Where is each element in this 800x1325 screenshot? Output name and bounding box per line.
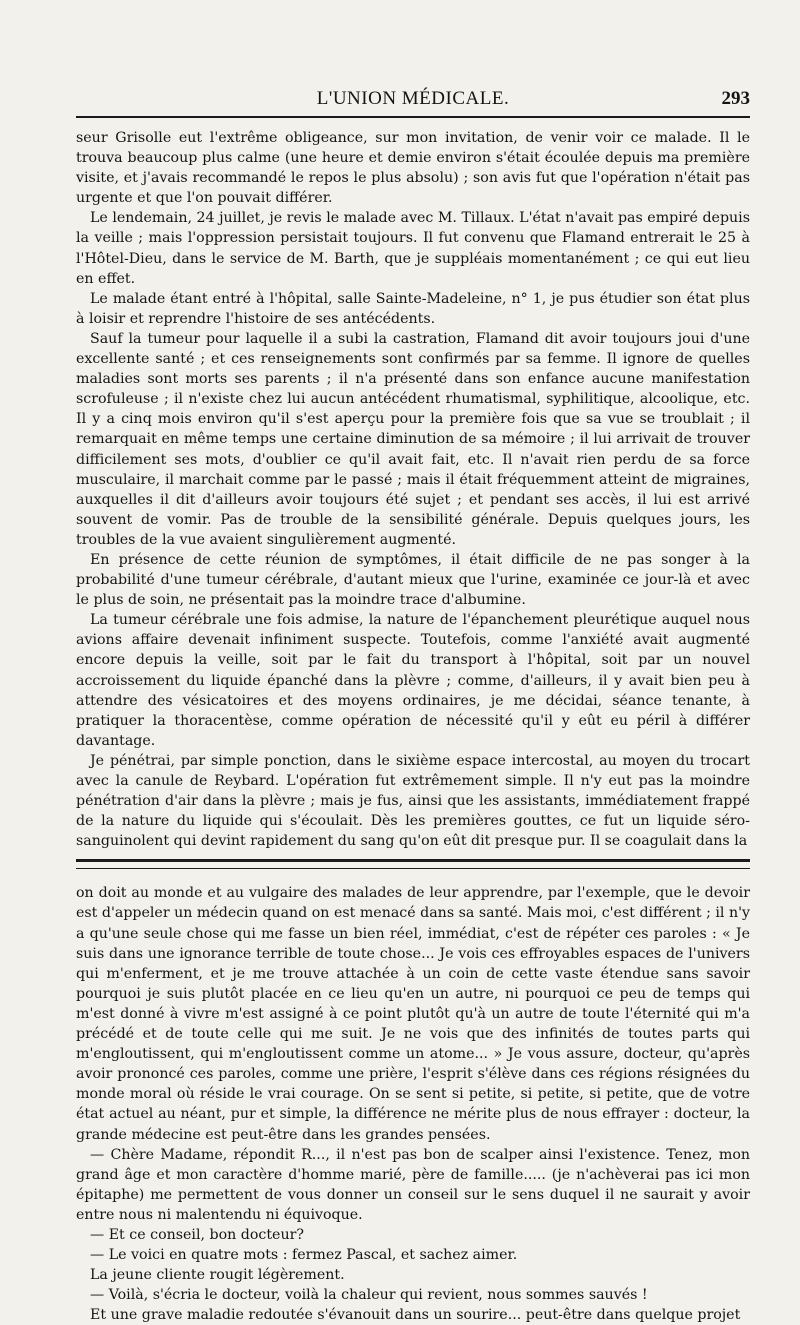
page-header bbox=[76, 80, 750, 118]
article-paragraph: Le lendemain, 24 juillet, je revis le malade avec M. Tillaux. L'état n'avait pas empiré depuis la veille ; mais l'oppression persistait toujours. Il fut convenu que Flamand entrerait le 25 à l'Hôtel-Dieu, dans le service de M. Barth, que je suppléais momentanément ; ce qui eut lieu en effet. bbox=[76, 210, 750, 287]
article-paragraph: Sauf la tumeur pour laquelle il a subi la castration, Flamand dit avoir toujours joui d'une excellente santé ; et ces renseignements sont confirmés par sa femme. Il ignore de quelles maladies sont morts ses parents ; il n'a présenté dans son enfance aucune manifestation scrofuleuse ; il n'existe chez lui aucun antécédent rhumatismal, syphilitique, alcoolique, etc. Il y a cinq mois environ qu'il s'est aperçu pour la première fois que sa vue se troublait ; il remarquait en même temps une certaine diminution de sa mémoire ; il lui arrivait de trouver difficilement ses mots, d'oublier ce qu'il avait fait, etc. Il n'avait rien perdu de sa force musculaire, il marchait comme par le passé ; mais il était fréquemment atteint de migraines, auxquelles il dit d'ailleurs avoir toujours été sujet ; et pendant ses accès, il lui est arrivé souvent de vomir. Pas de trouble de la sensibilité générale. Depuis quelques jours, les troubles de la vue avaient singulièrement augmenté. bbox=[76, 330, 750, 548]
page-number: 293 bbox=[721, 88, 750, 109]
feuilleton-paragraph: La jeune cliente rougit légèrement. bbox=[90, 1267, 345, 1284]
feuilleton-paragraph: — Et ce conseil, bon docteur? bbox=[90, 1226, 304, 1243]
running-title: L'UNION MÉDICALE. bbox=[316, 88, 510, 109]
feuilleton-paragraph: Et une grave maladie redoutée s'évanouit dans un sourire... peut-être dans quelque projet bbox=[90, 1307, 741, 1324]
article-paragraph: En présence de cette réunion de symptômes, il était difficile de ne pas songer à la probabilité d'une tumeur cérébrale, d'autant mieux que l'urine, examinée ce jour-là et avec le plus de soin, ne présentait pas la moindre trace d'albumine. bbox=[76, 551, 750, 609]
article-paragraph: Je pénétrai, par simple ponction, dans le sixième espace intercostal, au moyen du trocart avec la canule de Reybard. L'opération fut extrêmement simple. Il n'y eut pas la moindre pénétration d'air dans la plèvre ; mais je fus, ainsi que les assistants, immédiatement frappé de la nature du liquide qui s'écoulait. Dès les premières gouttes, ce fut un liquide séro-sanguinolent qui devint rapidement du sang qu'on eût dit presque pur. Il se coagulait dans la bbox=[76, 752, 750, 850]
article-paragraph: Le malade étant entré à l'hôpital, salle Sainte-Madeleine, n° 1, je pus étudier son état plus à loisir et reprendre l'histoire de ses antécédents. bbox=[76, 290, 750, 327]
feuilleton-separator bbox=[76, 859, 750, 869]
feuilleton-paragraph: — Le voici en quatre mots : fermez Pascal, et sachez aimer. bbox=[90, 1247, 518, 1264]
article-paragraph: seur Grisolle eut l'extrême obligeance, sur mon invitation, de venir voir ce malade. Il le trouva beaucoup plus calme (une heure et demie environ s'était écoulée depuis ma première visite, et j'avais recommandé le repos le plus absolu) ; son avis fut que l'opération n'était pas urgente et que l'on pouvait différer. bbox=[76, 130, 750, 207]
article-paragraph: La tumeur cérébrale une fois admise, la nature de l'épanchement pleurétique auquel nous avions affaire devenait infiniment suspecte. Toutefois, comme l'anxiété avait augmenté encore depuis la veille, soit par le fait du transport à l'hôpital, soit par un nouvel accroissement du liquide épanché dans la plèvre ; comme, d'ailleurs, il y avait bien peu à attendre des vésicatoires et des moyens ordinaires, je me décidai, séance tenante, à pratiquer la thoracentèse, comme opération de nécessité qu'il y eût eu péril à différer davantage. bbox=[76, 612, 750, 749]
feuilleton-paragraph: — Chère Madame, répondit R..., il n'est pas bon de scalper ainsi l'existence. Tenez, mon grand âge et mon caractère d'homme marié, père de famille..... (je n'achèverai pas ici mon épitaphe) me permettent de vous donner un conseil sur le sens duquel il ne saurait y avoir entre nous ni malentendu ni équivoque. bbox=[76, 1146, 750, 1223]
feuilleton-paragraph: on doit au monde et au vulgaire des malades de leur apprendre, par l'exemple, que le devoir est d'appeler un médecin quand on est menacé dans sa santé. Mais moi, c'est différent ; il n'y a qu'une seule chose qui me fasse un bien réel, immédiat, c'est de répéter ces paroles : « Je suis dans une ignorance terrible de toute chose... Je vois ces effroyables espaces de l'univers qui m'enferment, et je me trouve attachée à un coin de cette vaste étendue sans savoir pourquoi je suis plutôt placée en ce lieu qu'en un autre, ni pourquoi ce peu de temps qui m'est donné à vivre m'est assigné à ce point plutôt qu'à un autre de toute l'éternité qui m'a précédé et de toute celle qui me suit. Je ne vois que des infinités de toutes parts qui m'engloutissent, qui m'engloutissent comme un atome... » Je vous assure, docteur, qu'après avoir prononcé ces paroles, comme une prière, l'esprit s'élève dans ces régions résignées du monde moral où réside le vrai courage. On se sent si petite, si petite, si petite, que de votre état actuel au néant, pur et simple, la différence ne mérite plus de nous effrayer : docteur, la grande médecine est peut-être dans les grandes pensées. bbox=[76, 885, 750, 1143]
feuilleton-paragraph: — Voilà, s'écria le docteur, voilà la chaleur qui revient, nous sommes sauvés ! bbox=[90, 1287, 648, 1304]
feuilleton-body bbox=[76, 883, 750, 1325]
article-body bbox=[76, 128, 750, 851]
